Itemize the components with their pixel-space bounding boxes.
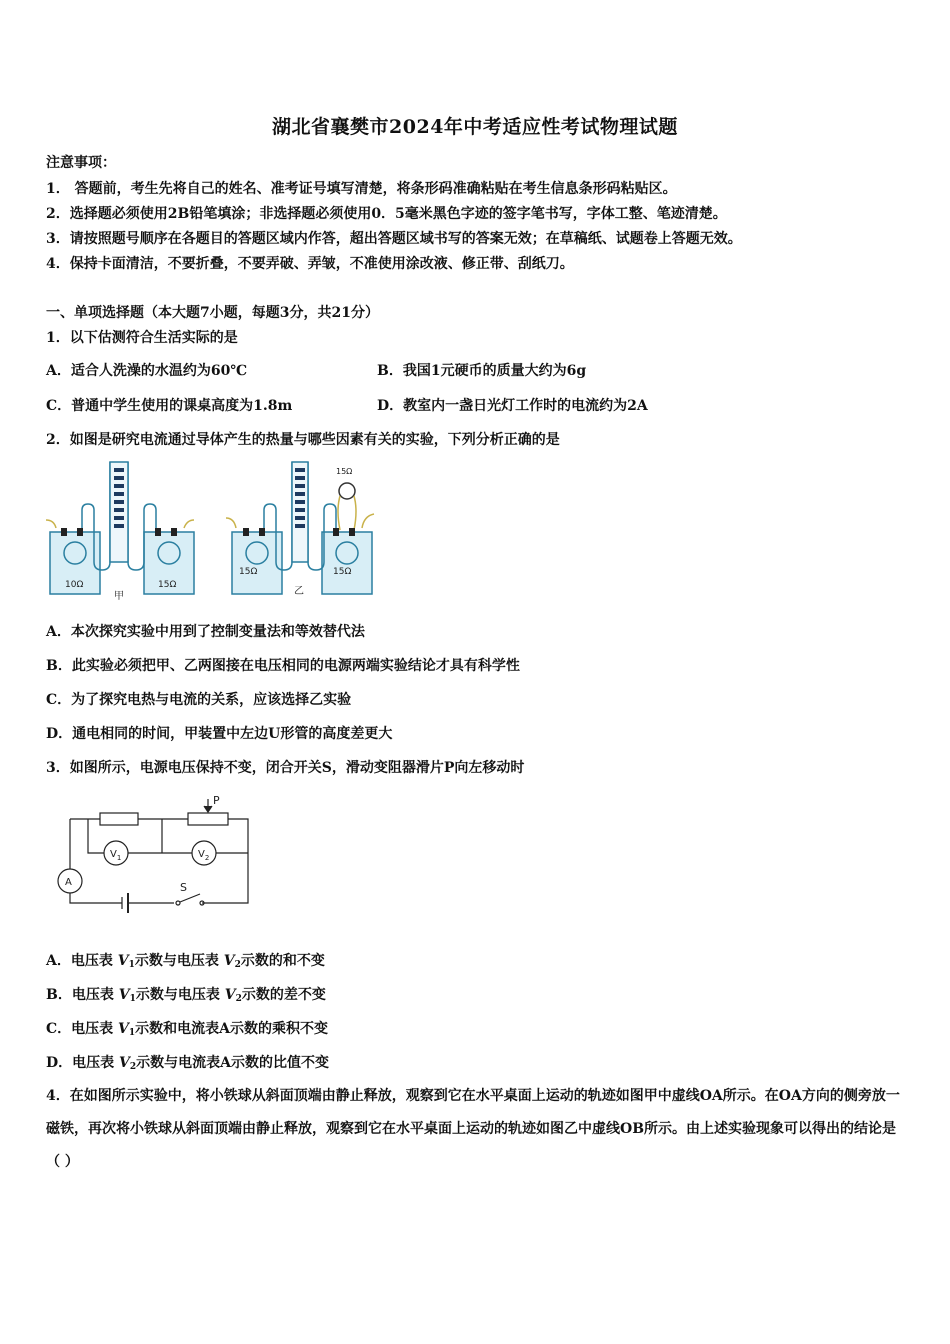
q2-option-d: D．通电相同的时间，甲装置中左边U形管的高度差更大 <box>46 726 393 742</box>
yi-r2-label: 15Ω <box>333 567 352 577</box>
yi-caption: 乙 <box>294 586 304 597</box>
v1-subscript: 1 <box>116 854 122 862</box>
yi-r3-label: 15Ω <box>336 467 353 476</box>
q3-circuit-figure <box>52 793 262 921</box>
q3-option-a: A．电压表 $V_1$示数与电压表 $V_2$示数的和不变 <box>46 953 325 970</box>
q2-option-b: B．此实验必须把甲、乙两图接在电压相同的电源两端实验结论才具有科学性 <box>46 658 520 674</box>
slider-label: P <box>213 794 220 807</box>
q1-option-b: B．我国1元硬币的质量大约为6g <box>377 363 587 379</box>
q4-stem: 4．在如图所示实验中，将小铁球从斜面顶端由静止释放，观察到它在水平桌面上运动的轨迹如图甲中虚线OA所示。在OA方向的侧旁放一磁铁，再次将小铁球从斜面顶端由静止释放，观察到它在水平桌面上运动的轨迹如图乙中虚线OB所示。由上述实验现象可以得出的结论是（ ） <box>46 1088 900 1170</box>
ammeter-label: A <box>65 877 72 888</box>
q3-option-c: C．电压表 $V_1$示数和电流表A示数的乘积不变 <box>46 1021 329 1038</box>
fixed-resistor <box>100 813 138 825</box>
page-title: 湖北省襄樊市2024年中考适应性考试物理试题 <box>272 116 678 138</box>
svg-text:V1 <box>110 849 121 862</box>
q2-option-c: C．为了探究电热与电流的关系，应该选择乙实验 <box>46 692 352 708</box>
q3-option-d: D．电压表 $V_2$示数与电流表A示数的比值不变 <box>46 1055 330 1072</box>
notice-item: 2．选择题必须使用2B铅笔填涂；非选择题必须使用0．5毫米黑色字迹的签字笔书写，字体工整、笔迹清楚。 <box>46 206 727 222</box>
switch-label: S <box>180 881 187 894</box>
section-heading: 一、单项选择题（本大题7小题，每题3分，共21分） <box>46 305 379 321</box>
q1-stem: 1．以下估测符合生活实际的是 <box>46 330 238 346</box>
notice-item: 3．请按照题号顺序在各题目的答题区域内作答，超出答题区域书写的答案无效；在草稿纸、试题卷上答题无效。 <box>46 231 742 247</box>
v2-label: V <box>198 849 205 860</box>
q1-option-d: D．教室内一盏日光灯工作时的电流约为2A <box>377 398 648 414</box>
jia-r1-label: 10Ω <box>65 580 84 590</box>
q3-option-b: B．电压表 $V_1$示数与电压表 $V_2$示数的差不变 <box>46 987 326 1004</box>
jia-r2-label: 15Ω <box>158 580 177 590</box>
svg-text:V2 <box>198 849 209 862</box>
notice-heading: 注意事项： <box>46 155 116 171</box>
jia-caption: 甲 <box>114 591 124 600</box>
notice-item: 1． 答题前，考生先将自己的姓名、准考证号填写清楚，将条形码准确粘贴在考生信息条形码粘贴区。 <box>46 181 677 197</box>
yi-r1-label: 15Ω <box>239 567 258 577</box>
v2-subscript: 2 <box>204 854 210 862</box>
q2-figure <box>44 458 384 600</box>
notice-item: 4．保持卡面清洁，不要折叠，不要弄破、弄皱，不准使用涂改液、修正带、刮纸刀。 <box>46 256 574 272</box>
q2-option-a: A．本次探究实验中用到了控制变量法和等效替代法 <box>46 624 365 640</box>
v1-label: V <box>110 849 117 860</box>
q1-option-c: C．普通中学生使用的课桌高度为1.8m <box>46 398 293 414</box>
q3-stem: 3．如图所示，电源电压保持不变，闭合开关S，滑动变阻器滑片P向左移动时 <box>46 760 525 776</box>
q2-stem: 2．如图是研究电流通过导体产生的热量与哪些因素有关的实验，下列分析正确的是 <box>46 432 560 448</box>
q1-option-a: A．适合人洗澡的水温约为60℃ <box>46 363 248 379</box>
slide-rheostat <box>188 813 228 825</box>
